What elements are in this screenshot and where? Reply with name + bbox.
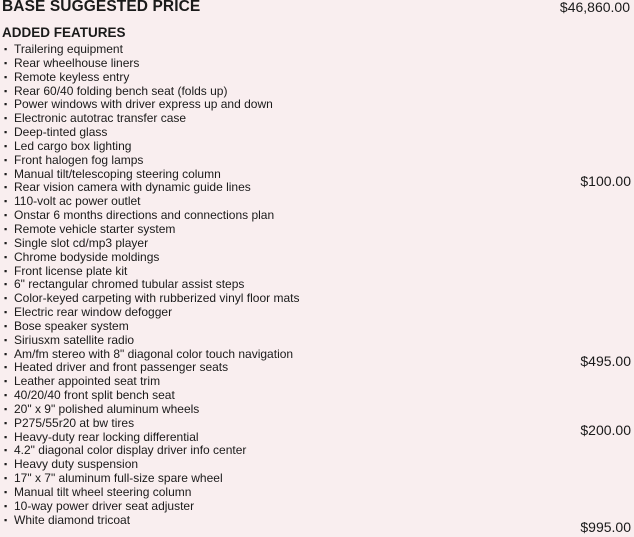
bullet-icon: ▪	[4, 487, 8, 497]
feature-label: 17" x 7" aluminum full-size spare wheel	[14, 471, 223, 486]
feature-label: Remote keyless entry	[14, 69, 130, 84]
feature-item	[4, 168, 631, 182]
feature-label: Leather appointed seat trim	[14, 374, 161, 389]
feature-label: Electronic autotrac transfer case	[14, 111, 187, 126]
feature-label: Color-keyed carpeting with rubberized vinyl floor mats	[14, 291, 300, 306]
feature-label: Led cargo box lighting	[14, 138, 132, 153]
feature-label: Manual tilt wheel steering column	[14, 485, 192, 499]
bullet-icon: ▪	[4, 251, 8, 262]
bullet-icon: ▪	[4, 223, 8, 234]
feature-item	[4, 265, 631, 279]
feature-item	[4, 389, 631, 403]
feature-label: Front license plate kit	[14, 263, 128, 278]
bullet-icon: ▪	[4, 514, 8, 525]
feature-item	[4, 43, 631, 57]
feature-item	[4, 444, 631, 458]
feature-item	[4, 375, 631, 389]
bullet-icon: ▪	[4, 320, 8, 331]
bullet-icon: ▪	[4, 459, 8, 470]
feature-item	[4, 320, 631, 334]
bullet-icon: ▪	[4, 362, 8, 373]
feature-label: Deep-tinted glass	[14, 125, 108, 140]
feature-item	[4, 306, 631, 320]
feature-label: Heated driver and front passenger seats	[14, 360, 229, 375]
feature-label: P275/55r20 at bw tires	[14, 415, 135, 430]
base-price-value: $46,860.00	[559, 0, 630, 15]
feature-label: Power windows with driver express up and down	[14, 97, 273, 112]
feature-label: 110-volt ac power outlet	[14, 194, 141, 209]
feature-label: Am/fm stereo with 8" diagonal color touch navigation	[14, 346, 294, 361]
feature-label: 20" x 9" polished aluminum wheels	[14, 401, 200, 416]
bullet-icon: ▪	[4, 293, 8, 304]
feature-item	[4, 237, 631, 251]
feature-item	[4, 278, 631, 292]
group-price: $495.00	[580, 352, 631, 369]
bullet-icon: ▪	[4, 265, 8, 276]
bullet-icon: ▪	[4, 390, 8, 401]
bullet-icon: ▪	[4, 417, 8, 428]
bullet-icon: ▪	[4, 500, 8, 511]
bullet-icon: ▪	[4, 140, 8, 151]
feature-label: Onstar 6 months directions and connections plan	[14, 208, 275, 223]
feature-item	[4, 417, 631, 431]
added-features-title: ADDED FEATURES	[2, 25, 126, 40]
feature-item	[4, 209, 631, 223]
feature-item	[4, 154, 631, 168]
bullet-icon: ▪	[4, 237, 8, 248]
bullet-icon: ▪	[4, 168, 8, 179]
feature-item	[4, 181, 631, 195]
feature-label: Siriusxm satellite radio	[14, 332, 135, 347]
feature-label: Front halogen fog lamps	[14, 152, 144, 167]
feature-label: Single slot cd/mp3 player	[14, 235, 149, 250]
bullet-icon: ▪	[4, 445, 8, 456]
bullet-icon: ▪	[4, 71, 8, 82]
feature-item	[4, 348, 631, 362]
base-price-label: BASE SUGGESTED PRICE	[2, 0, 201, 15]
bullet-icon: ▪	[4, 431, 8, 442]
feature-item	[4, 251, 631, 265]
bullet-icon: ▪	[4, 57, 8, 68]
feature-item	[4, 71, 631, 85]
feature-item	[4, 500, 631, 514]
feature-item	[4, 334, 631, 348]
bullet-icon: ▪	[4, 154, 8, 165]
feature-item	[4, 223, 631, 237]
feature-label: Remote vehicle starter system	[14, 221, 176, 236]
bullet-icon: ▪	[4, 279, 8, 290]
feature-item	[4, 98, 631, 112]
feature-label: Heavy-duty rear locking differential	[14, 429, 199, 444]
bullet-icon: ▪	[4, 127, 8, 138]
feature-label: Heavy duty suspension	[14, 457, 139, 472]
base-price-row	[2, 0, 630, 16]
feature-label: 4.2" diagonal color display driver info center	[14, 443, 247, 458]
bullet-icon: ▪	[4, 113, 8, 124]
feature-label: Rear 60/40 folding bench seat (folds up)	[14, 83, 228, 98]
feature-item	[4, 431, 631, 445]
group-price: $100.00	[580, 172, 631, 189]
bullet-icon: ▪	[4, 44, 8, 54]
feature-item	[4, 292, 631, 306]
feature-label: Chrome bodyside moldings	[14, 249, 160, 264]
group-price: $995.00	[580, 518, 631, 535]
bullet-icon: ▪	[4, 473, 8, 484]
feature-item	[4, 140, 631, 154]
feature-groups	[4, 42, 631, 535]
bullet-icon: ▪	[4, 334, 8, 345]
feature-label: 40/20/40 front split bench seat	[14, 388, 175, 403]
bullet-icon: ▪	[4, 307, 8, 318]
feature-item	[4, 195, 631, 209]
feature-label: White diamond tricoat	[14, 512, 131, 527]
feature-item	[4, 486, 631, 500]
feature-item	[4, 57, 631, 71]
bullet-icon: ▪	[4, 210, 8, 221]
feature-label: Rear vision camera with dynamic guide lines	[14, 180, 251, 195]
bullet-icon: ▪	[4, 403, 8, 414]
feature-label: Trailering equipment	[14, 42, 123, 56]
feature-item	[4, 458, 631, 472]
feature-label: Electric rear window defogger	[14, 305, 173, 320]
feature-item	[4, 514, 631, 528]
group-price: $200.00	[580, 421, 631, 438]
feature-label: 6" rectangular chromed tubular assist steps	[14, 277, 245, 292]
bullet-icon: ▪	[4, 348, 8, 359]
feature-label: Rear wheelhouse liners	[14, 55, 140, 70]
feature-label: Manual tilt/telescoping steering column	[14, 166, 221, 181]
bullet-icon: ▪	[4, 85, 8, 96]
feature-item	[4, 361, 631, 375]
feature-item	[4, 472, 631, 486]
feature-item	[4, 85, 631, 99]
feature-label: Bose speaker system	[14, 318, 129, 333]
bullet-icon: ▪	[4, 196, 8, 207]
feature-item	[4, 126, 631, 140]
bullet-icon: ▪	[4, 182, 8, 193]
bullet-icon: ▪	[4, 376, 8, 387]
feature-item	[4, 112, 631, 126]
feature-item	[4, 403, 631, 417]
bullet-icon: ▪	[4, 99, 8, 110]
feature-label: 10-way power driver seat adjuster	[14, 498, 195, 513]
